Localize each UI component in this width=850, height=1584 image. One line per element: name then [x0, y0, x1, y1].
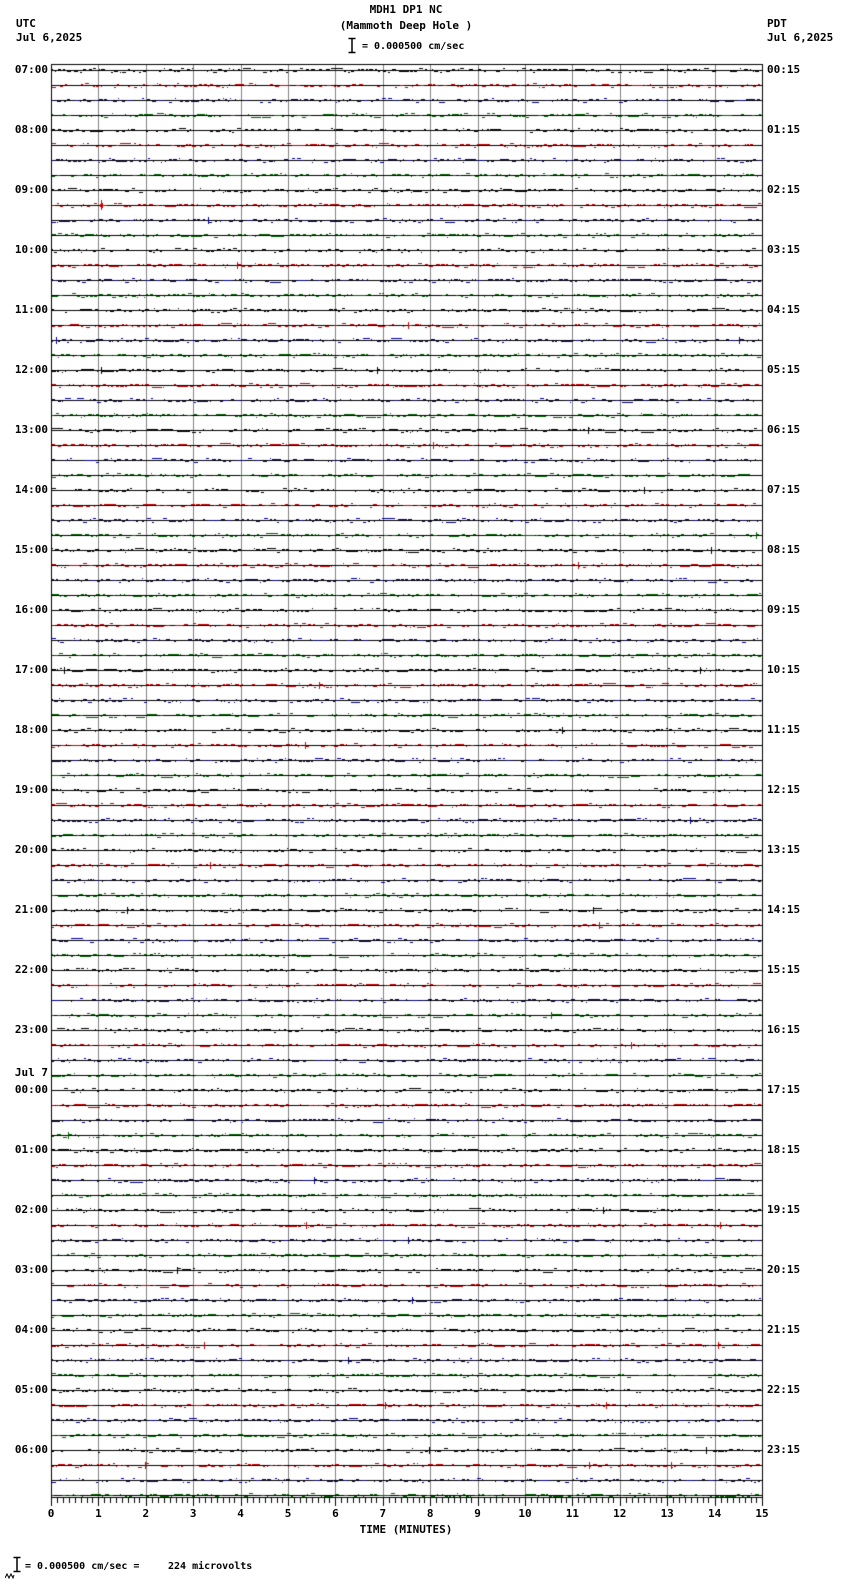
x-tick-label: 0 — [47, 1507, 55, 1520]
pdt-hour-label: 22:15 — [767, 1383, 801, 1396]
pdt-hour-label: 12:15 — [767, 783, 801, 796]
pdt-hour-label: 21:15 — [767, 1323, 801, 1336]
x-tick-label: 9 — [474, 1507, 481, 1520]
footer-ibeam-icon — [13, 1556, 21, 1577]
utc-hour-label: 16:00 — [14, 603, 48, 616]
utc-hour-label: 21:00 — [14, 903, 48, 916]
utc-hour-label: 22:00 — [14, 963, 48, 976]
pdt-hour-label: 11:15 — [767, 723, 801, 736]
x-tick-label: 12 — [613, 1507, 627, 1520]
utc-hour-label: 23:00 — [14, 1023, 48, 1036]
pdt-hour-label: 05:15 — [767, 363, 801, 376]
x-tick-label: 7 — [379, 1507, 387, 1520]
utc-hour-label: 13:00 — [14, 423, 48, 436]
utc-hour-label: 18:00 — [14, 723, 48, 736]
utc-hour-label: 02:00 — [14, 1203, 48, 1216]
utc-hour-label: 00:00 — [14, 1083, 48, 1096]
pdt-hour-label: 08:15 — [767, 543, 801, 556]
footer-scale-text: = 0.000500 cm/sec = — [25, 1561, 140, 1572]
x-tick-label: 15 — [755, 1507, 769, 1520]
utc-hour-label: 12:00 — [14, 363, 48, 376]
utc-hour-label: 09:00 — [14, 183, 48, 196]
pdt-hour-label: 07:15 — [767, 483, 801, 496]
utc-hour-label: 05:00 — [14, 1383, 48, 1396]
pdt-hour-label: 18:15 — [767, 1143, 801, 1156]
pdt-hour-label: 23:15 — [767, 1443, 801, 1456]
utc-hour-label: 03:00 — [14, 1263, 48, 1276]
pdt-hour-label: 06:15 — [767, 423, 801, 436]
x-tick-label: 3 — [189, 1507, 197, 1520]
footer-microvolts: 224 microvolts — [168, 1561, 253, 1572]
x-tick-label: 4 — [237, 1507, 244, 1520]
x-tick-label: 13 — [660, 1507, 674, 1520]
utc-hour-label: 01:00 — [14, 1143, 48, 1156]
pdt-hour-label: 00:15 — [767, 63, 801, 76]
x-axis-label: TIME (MINUTES) — [359, 1523, 453, 1536]
pdt-hour-label: 02:15 — [767, 183, 801, 196]
pdt-hour-label: 03:15 — [767, 243, 801, 256]
pdt-hour-label: 17:15 — [767, 1083, 801, 1096]
pdt-hour-label: 13:15 — [767, 843, 801, 856]
x-tick-label: 11 — [565, 1507, 580, 1520]
pdt-hour-label: 20:15 — [767, 1263, 801, 1276]
utc-hour-label: 14:00 — [14, 483, 48, 496]
utc-hour-label: 08:00 — [14, 123, 48, 136]
utc-hour-label: 11:00 — [14, 303, 48, 316]
utc-hour-label: 15:00 — [14, 543, 48, 556]
x-tick-label: 8 — [426, 1507, 434, 1520]
x-tick-label: 10 — [518, 1507, 532, 1520]
utc-hour-label: 06:00 — [14, 1443, 48, 1456]
x-tick-label: 5 — [284, 1507, 292, 1520]
x-tick-label: 14 — [707, 1507, 722, 1520]
day-change-label: Jul 7 — [14, 1066, 48, 1079]
pdt-hour-label: 19:15 — [767, 1203, 801, 1216]
utc-hour-label: 04:00 — [14, 1323, 48, 1336]
utc-hour-label: 19:00 — [14, 783, 48, 796]
x-tick-label: 6 — [332, 1507, 339, 1520]
x-tick-label: 1 — [95, 1507, 102, 1520]
pdt-hour-label: 01:15 — [767, 123, 801, 136]
utc-hour-label: 10:00 — [14, 243, 48, 256]
pdt-hour-label: 04:15 — [767, 303, 801, 316]
pdt-hour-label: 14:15 — [767, 903, 801, 916]
pdt-hour-label: 16:15 — [767, 1023, 801, 1036]
pdt-hour-label: 09:15 — [767, 603, 801, 616]
pdt-hour-label: 15:15 — [767, 963, 801, 976]
utc-hour-label: 20:00 — [14, 843, 48, 856]
utc-hour-label: 07:00 — [14, 63, 48, 76]
pdt-hour-label: 10:15 — [767, 663, 801, 676]
utc-hour-label: 17:00 — [14, 663, 48, 676]
x-tick-label: 2 — [142, 1507, 150, 1520]
